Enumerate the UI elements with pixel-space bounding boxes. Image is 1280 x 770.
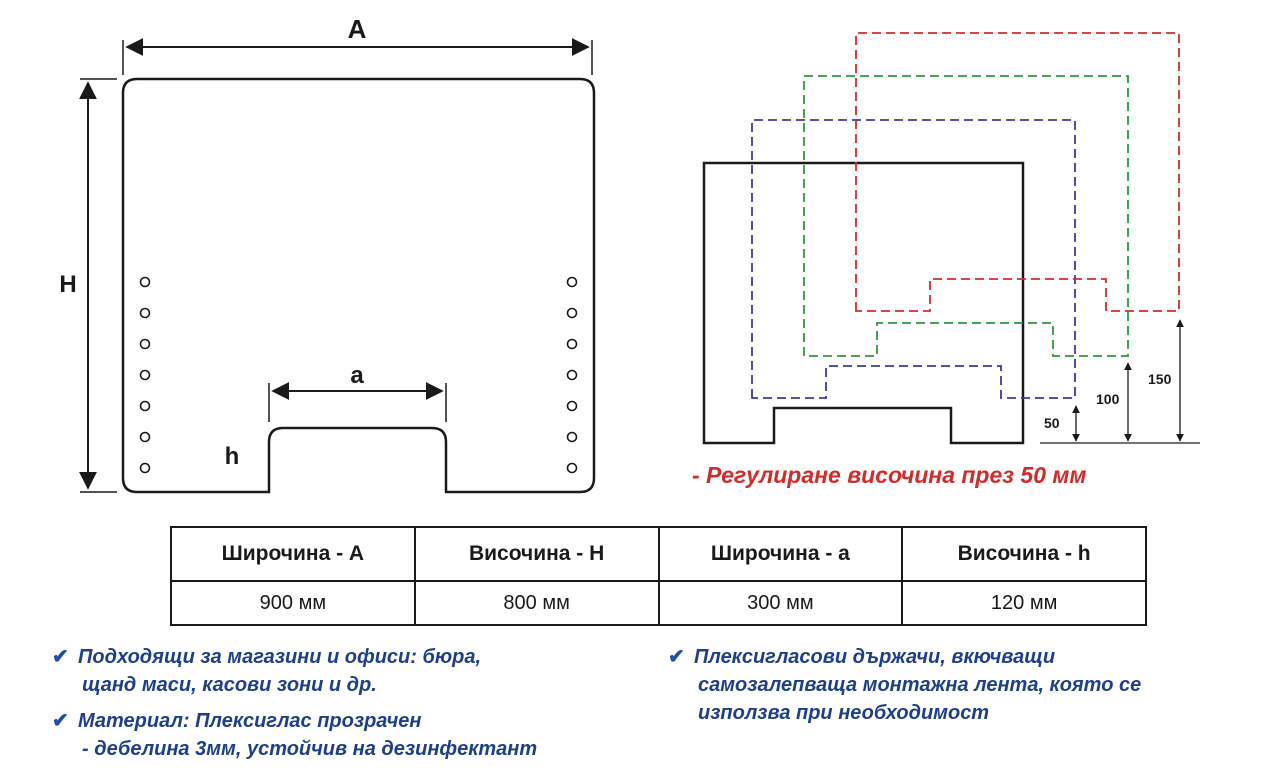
mounting-holes-right: [568, 278, 577, 473]
mounting-hole: [568, 340, 577, 349]
specs-value-row: [171, 581, 1146, 625]
feature-item: [668, 643, 1141, 727]
mounting-hole: [141, 402, 150, 411]
front-panel-outline: [123, 79, 594, 492]
height-adjustment-caption: - Регулиране височина през 50 мм: [692, 462, 1087, 488]
mounting-hole: [141, 309, 150, 318]
check-icon: ✔: [52, 710, 69, 732]
mounting-hole: [141, 464, 150, 473]
mounting-hole: [141, 433, 150, 442]
check-icon: ✔: [668, 646, 685, 668]
height-h-label: H: [59, 271, 77, 298]
mounting-hole: [568, 278, 577, 287]
base-panel-outline: [704, 163, 1023, 443]
feature-text: използва при необходимост: [698, 702, 990, 724]
mounting-hole: [141, 278, 150, 287]
level-100-label: 100: [1096, 391, 1120, 407]
width-a-label: A: [347, 14, 367, 44]
header-height-h: Височина - H: [415, 527, 659, 581]
level-100-outline: [804, 76, 1128, 356]
feature-item: [52, 643, 481, 699]
mounting-hole: [568, 464, 577, 473]
mounting-hole: [568, 402, 577, 411]
level-50-outline: [752, 120, 1075, 398]
value-cutout-width-a: 300 мм: [659, 581, 903, 625]
feature-text: - дебелина 3мм, устойчив на дезинфектант: [82, 738, 538, 760]
specs-header-row: [171, 527, 1146, 581]
cutout-width-label: a: [350, 362, 364, 389]
feature-text: щанд маси, касови зони и др.: [82, 674, 377, 696]
level-150-outline: [856, 33, 1179, 311]
mounting-holes-left: [141, 278, 150, 473]
mounting-hole: [568, 371, 577, 380]
feature-text: Материал: Плексиглас прозрачен: [78, 710, 422, 732]
level-150-label: 150: [1148, 371, 1172, 387]
front-view: [59, 14, 594, 492]
level-50-label: 50: [1044, 415, 1060, 431]
height-adjustment-view: [704, 33, 1200, 443]
feature-item: [52, 707, 537, 763]
specs-table: [170, 526, 1147, 626]
feature-text: Плексигласови държачи, вкючващи: [694, 646, 1056, 668]
feature-text: самозалепваща монтажна лента, която се: [698, 674, 1142, 696]
check-icon: ✔: [52, 646, 69, 668]
value-cutout-height-h: 120 мм: [902, 581, 1146, 625]
value-width-a: 900 мм: [171, 581, 415, 625]
feature-text: Подходящи за магазини и офиси: бюра,: [78, 646, 482, 668]
mounting-hole: [141, 371, 150, 380]
mounting-hole: [141, 340, 150, 349]
cutout-height-label: h: [224, 443, 240, 470]
header-cutout-height-h: Височина - h: [902, 527, 1146, 581]
value-height-h: 800 мм: [415, 581, 659, 625]
header-width-a: Широчина - A: [171, 527, 415, 581]
header-cutout-width-a: Широчина - a: [659, 527, 903, 581]
mounting-hole: [568, 309, 577, 318]
mounting-hole: [568, 433, 577, 442]
